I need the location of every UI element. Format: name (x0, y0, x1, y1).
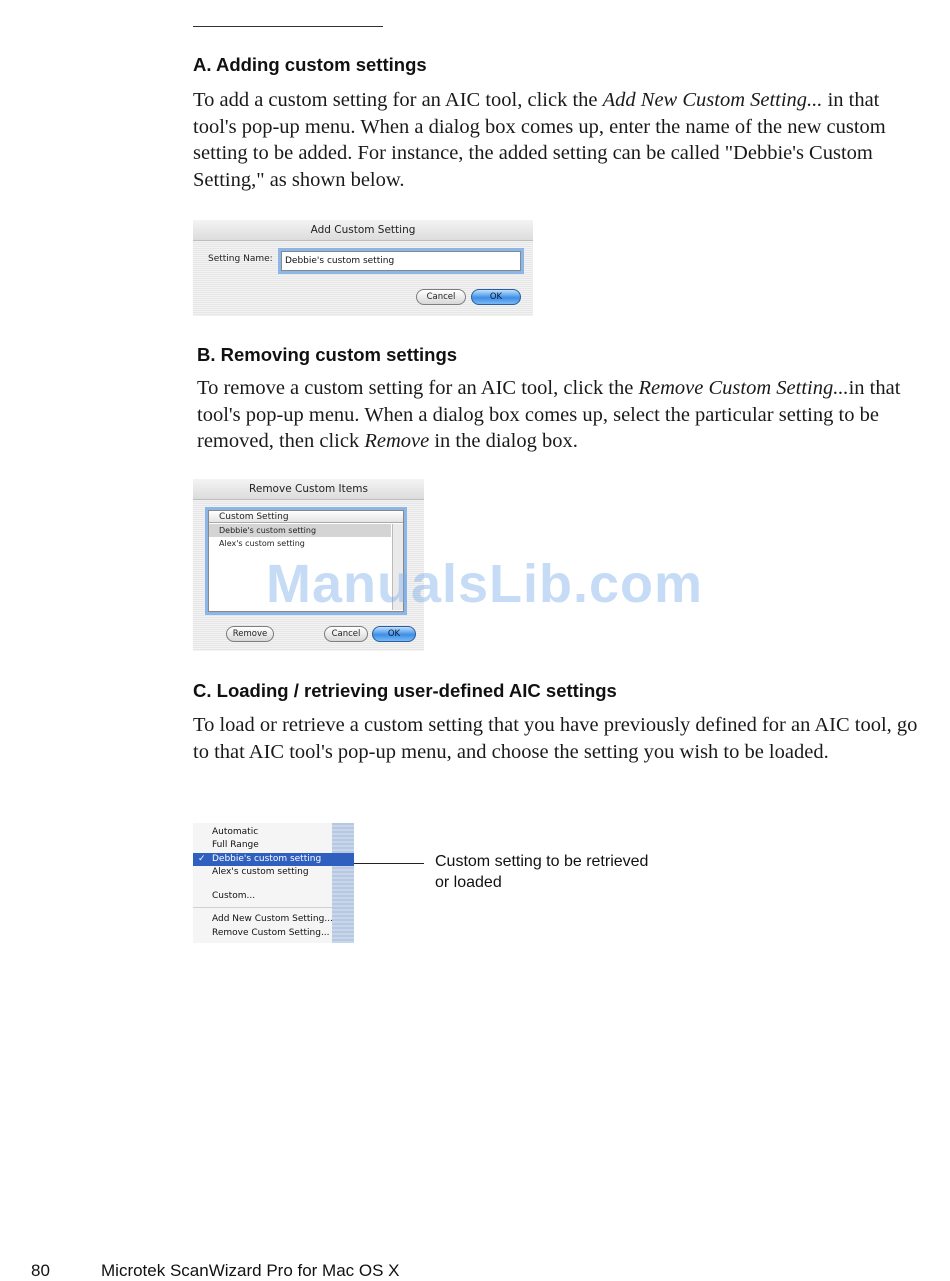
list-item-debbie[interactable]: Debbie's custom setting (209, 524, 391, 537)
callout-leader-line (354, 863, 424, 864)
section-b-emphasis-2: Remove (364, 430, 430, 453)
section-b-emphasis-1: Remove Custom Setting... (638, 377, 849, 399)
menu-item-alex-custom-setting[interactable]: Alex's custom setting (212, 867, 309, 877)
callout-text: Custom setting to be retrieved or loaded (435, 853, 649, 891)
dialog-title: Add Custom Setting (193, 220, 533, 241)
page-number: 80 (31, 1261, 50, 1280)
watermark: ManualsLib.com (266, 554, 704, 614)
menu-item-automatic[interactable]: Automatic (212, 827, 259, 837)
menu-item-full-range[interactable]: Full Range (212, 840, 259, 850)
section-c-heading: C. Loading / retrieving user-defined AIC settings (193, 680, 617, 701)
section-a-emphasis: Add New Custom Setting... (602, 89, 823, 111)
section-b-paragraph: To remove a custom setting for an AIC tool, click the Remove Custom Setting...in that tool's pop-up menu. When a dialog box comes up, select the particular setting to be removed, then click Remove in the dialog box. (197, 377, 901, 453)
cancel-button[interactable]: Cancel (324, 626, 368, 642)
section-a-paragraph: To add a custom setting for an AIC tool, click the Add New Custom Setting... in that tool's pop-up menu. When a dialog box comes up, enter the name of the new custom setting to be added. For instance, the added setting can be called "Debbie's Custom Setting," as shown below. (193, 89, 886, 191)
remove-button[interactable]: Remove (226, 626, 274, 642)
ok-button[interactable]: OK (471, 289, 521, 305)
menu-separator (193, 907, 332, 908)
menu-item-add-new-custom-setting[interactable]: Add New Custom Setting... (212, 914, 333, 924)
ok-button[interactable]: OK (372, 626, 416, 642)
section-b-heading: B. Removing custom settings (197, 344, 458, 365)
section-c-paragraph: To load or retrieve a custom setting that you have previously defined for an AIC tool, go to that AIC tool's pop-up menu, and choose the setting you wish to be loaded. (193, 714, 918, 763)
menu-item-remove-custom-setting[interactable]: Remove Custom Setting... (212, 928, 330, 938)
footer-title: Microtek ScanWizard Pro for Mac OS X (101, 1261, 400, 1280)
aic-popup-menu (193, 823, 354, 943)
cancel-button[interactable]: Cancel (416, 289, 466, 305)
menu-item-debbie-custom-setting[interactable]: ✓ Debbie's custom setting (193, 853, 354, 866)
setting-name-field[interactable]: Debbie's custom setting (281, 251, 521, 271)
setting-name-label: Setting Name: (208, 254, 273, 264)
menu-backdrop-strip (332, 823, 354, 943)
checkmark-icon: ✓ (198, 854, 206, 864)
list-item-alex[interactable]: Alex's custom setting (219, 539, 305, 548)
menu-item-custom[interactable]: Custom... (212, 891, 256, 901)
section-a-heading: A. Adding custom settings (193, 54, 427, 75)
add-custom-setting-dialog (193, 220, 533, 316)
list-header[interactable]: Custom Setting (209, 511, 403, 523)
dialog-title: Remove Custom Items (193, 479, 424, 500)
top-rule (193, 26, 383, 27)
